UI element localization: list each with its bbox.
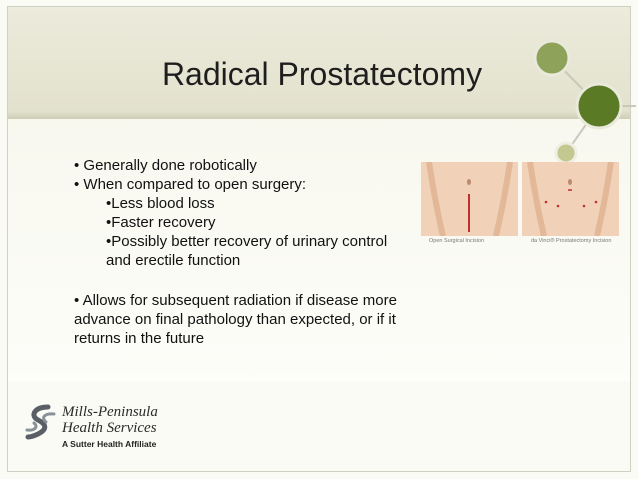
circle-small xyxy=(556,143,576,163)
logo-mark-icon xyxy=(24,404,58,444)
bullet-item: • Generally done robotically xyxy=(74,157,257,174)
bullet-item: • When compared to open surgery: xyxy=(74,176,307,193)
logo-line2: Health Services xyxy=(62,420,157,436)
slide-title: Radical Prostatectomy xyxy=(161,56,483,92)
body-text xyxy=(74,156,434,348)
logo-name xyxy=(62,404,158,436)
logo-tagline: A Sutter Health Affiliate xyxy=(62,439,157,449)
paragraph-line: • Allows for subsequent radiation if disease more xyxy=(74,292,397,309)
sub-bullet-item: •Faster recovery xyxy=(106,214,216,231)
torso-illustration xyxy=(522,162,619,236)
paragraph-line: returns in the future xyxy=(74,330,205,347)
robotic-surgery-panel xyxy=(522,162,619,236)
incision-comparison-image xyxy=(421,162,619,250)
logo-line1: Mills-Peninsula xyxy=(62,404,158,420)
caption-open: Open Surgical Incision xyxy=(429,238,485,244)
sub-bullet-item: •Possibly better recovery of urinary control xyxy=(106,233,388,250)
paragraph-line: advance on final pathology than expected, or if it xyxy=(74,311,396,328)
open-surgery-panel xyxy=(421,162,518,236)
sub-bullet-item: and erectile function xyxy=(106,252,241,269)
torso-illustration xyxy=(421,162,518,236)
mills-peninsula-logo xyxy=(24,404,224,460)
caption-robotic: da Vinci® Prostatectomy Incision xyxy=(531,238,612,244)
sub-bullet-item: •Less blood loss xyxy=(106,195,215,212)
